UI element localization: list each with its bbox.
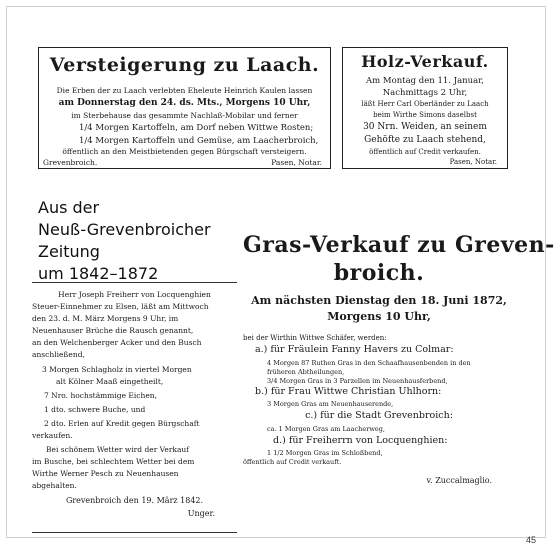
ad-gras-line: c.) für die Stadt Grevenbroich:: [305, 410, 453, 421]
ad-locquenghien-line: Bei schönem Wetter wird der Verkauf: [46, 445, 190, 454]
ad-gras-signature: v. Zuccalmaglio.: [426, 476, 492, 485]
ad-holz-line: Am Montag den 11. Januar,: [365, 76, 484, 86]
ad-locquenghien-line: 3 Morgen Schlagholz in viertel Morgen: [42, 365, 192, 374]
ad-gras-subheading: Morgens 10 Uhr,: [327, 310, 431, 323]
ad-gras-line: a.) für Fräulein Fanny Havers zu Colmar:: [255, 344, 454, 355]
ad-locquenghien-line: Neuenhauser Brüche die Rausch genannt,: [32, 326, 194, 335]
ad-locquenghien-line: 1 dto. schwere Buche, und: [44, 405, 146, 414]
ad-gras-line: früheren Abtheilungen,: [267, 368, 345, 376]
ad-holz-verkauf: [342, 47, 508, 169]
ad-versteigerung: [38, 47, 331, 169]
caption-rule: [32, 282, 237, 283]
ad-gras-line: d.) für Freiherrn von Locquenghien:: [273, 435, 448, 446]
ad-locquenghien-line: Herr Joseph Freiherr von Locquenghien: [58, 290, 211, 299]
ad-holz-line: Gehöfte zu Laach stehend,: [364, 135, 486, 145]
ad-gras-intro: bei der Wirthin Wittwe Schäfer, werden:: [243, 334, 387, 342]
ad-locquenghien-place-date: Grevenbroich den 19. März 1842.: [65, 496, 204, 505]
caption-line: Aus der: [38, 198, 100, 217]
ad-locquenghien-line: Steuer-Einnehmer zu Elsen, läßt am Mittwoch: [32, 302, 209, 311]
ad-locquenghien-line: 2 dto. Erlen auf Kredit gegen Bürgschaft: [44, 419, 200, 428]
ad-holz-line: läßt Herr Carl Oberländer zu Laach: [361, 100, 489, 108]
ad-gras-heading: broich.: [333, 260, 425, 286]
ad-versteigerung-line: am Donnerstag den 24. ds. Mts., Morgens 10 Uhr,: [58, 98, 311, 108]
ad-locquenghien-line: abgehalten.: [32, 481, 77, 490]
ad-gras-line: 3/4 Morgen Gras in 3 Parzellen im Neuenhausferbend,: [267, 377, 448, 385]
caption-line: Zeitung: [38, 242, 100, 261]
ad-holz-heading: Holz-Verkauf.: [361, 52, 489, 71]
ad-versteigerung-line: Die Erben der zu Laach verlebten Eheleute Heinrich Kaulen lassen: [56, 86, 313, 95]
ad-versteigerung-line: 1/4 Morgen Kartoffeln, am Dorf neben Wittwe Rosten;: [79, 123, 314, 133]
ad-locquenghien-line: den 23. d. M. März Morgens 9 Uhr, im: [32, 314, 179, 323]
ad-locquenghien: [32, 290, 237, 540]
ad-versteigerung-line: öffentlich an den Meistbietenden gegen Bürgschaft versteigern.: [62, 147, 307, 156]
ad-versteigerung-signature: Pasen, Notar.: [271, 158, 322, 167]
ad-gras-line: ca. 1 Morgen Gras am Laacherweg,: [267, 425, 385, 433]
ad-gras-line: öffentlich auf Credit verkauft.: [243, 458, 342, 466]
collection-caption: [38, 197, 211, 285]
ad-versteigerung-heading: Versteigerung zu Laach.: [49, 54, 320, 76]
ad-locquenghien-line: 7 Nro. hochstämmige Eichen,: [44, 391, 157, 400]
ad-gras-line: 4 Morgen 87 Ruthen Gras in den Schaafhausenbenden in den: [267, 359, 471, 367]
ad-gras-line: 1 1/2 Morgen Gras im Schloßbend,: [267, 449, 383, 457]
ad-locquenghien-line: an den Welchenberger Acker und den Busch: [32, 338, 202, 347]
ad-locquenghien-line: Wirthe Werner Pesch zu Neuenhausen: [32, 469, 179, 478]
ad-holz-line: Nachmittags 2 Uhr,: [382, 88, 468, 98]
ad-gras-line: b.) für Frau Wittwe Christian Uhlhorn:: [255, 386, 442, 397]
ad-locquenghien-line: verkaufen.: [32, 431, 73, 440]
ad-gras-heading: Gras-Verkauf zu Greven-: [243, 232, 555, 258]
ad-locquenghien-signature: Unger.: [187, 509, 215, 518]
caption-line: um 1842–1872: [38, 264, 159, 283]
ad-holz-line: beim Wirthe Simons daselbst: [373, 111, 477, 119]
ad-locquenghien-bottom-rule: [32, 532, 237, 533]
ad-gras-line: 3 Morgen Gras am Neuenhauserende,: [267, 400, 394, 408]
ad-holz-line: öffentlich auf Credit verkaufen.: [369, 148, 481, 156]
ad-holz-line: 30 Nrn. Weiden, an seinem: [363, 122, 487, 132]
ad-versteigerung-place: Grevenbroich.: [43, 158, 98, 167]
ad-versteigerung-line: 1/4 Morgen Kartoffeln und Gemüse, am Laacherbroich,: [79, 136, 319, 146]
ad-locquenghien-line: im Busche, bei schlechtem Wetter bei dem: [32, 457, 195, 466]
ad-versteigerung-line: im Sterbehause das gesammte Nachlaß-Mobilar und ferner: [71, 111, 298, 120]
ad-locquenghien-line: anschließend,: [32, 350, 85, 359]
ad-gras-subheading: Am nächsten Dienstag den 18. Juni 1872,: [251, 294, 507, 307]
page-number: 45: [525, 535, 536, 545]
ad-locquenghien-line: alt Kölner Maaß eingetheilt,: [56, 377, 164, 386]
caption-line: Neuß-Grevenbroicher: [38, 220, 211, 239]
ad-gras-verkauf: [243, 232, 555, 472]
ad-holz-signature: Pasen, Notar.: [449, 158, 497, 166]
